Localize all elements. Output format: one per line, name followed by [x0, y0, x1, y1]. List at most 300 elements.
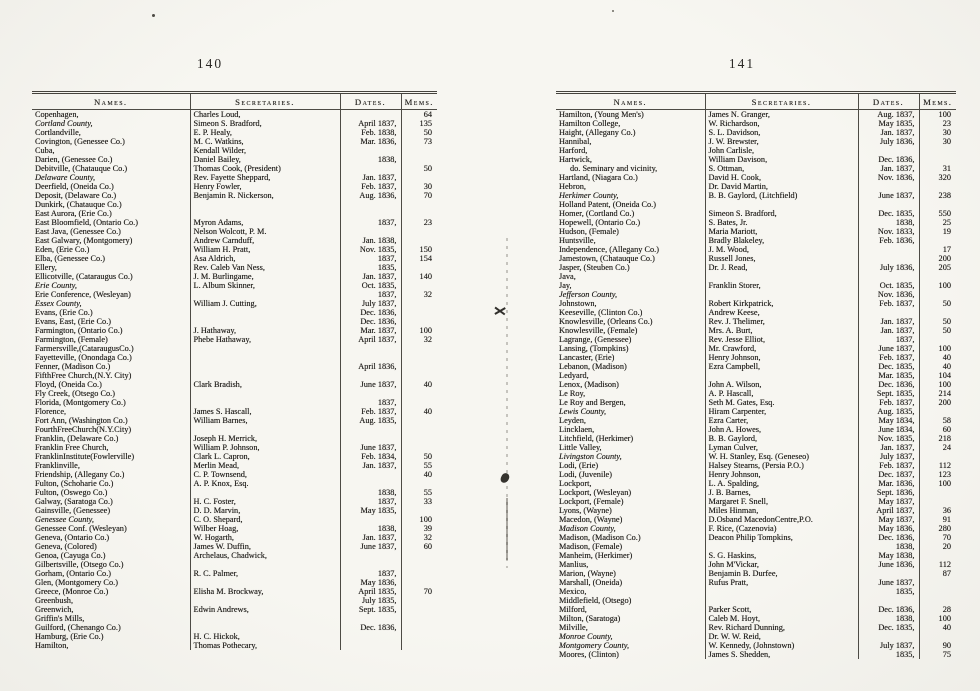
table-row	[32, 596, 437, 605]
mems-cell	[401, 236, 437, 245]
name-cell: Macedon, (Wayne)	[559, 515, 623, 524]
date-cell	[340, 227, 401, 236]
mems-cell	[919, 497, 956, 506]
mems-cell	[401, 308, 437, 317]
secretary-cell: C. P. Townsend,	[190, 470, 340, 479]
secretary-cell: Henry Johnson,	[705, 470, 858, 479]
name-cell: Farmington, (Ontario Co.)	[35, 326, 123, 335]
name-cell: Gilbertsville, (Otsego Co.)	[35, 560, 124, 569]
date-cell: April 1837,	[858, 506, 919, 515]
mems-cell: 112	[919, 560, 956, 569]
secretary-cell: A. P. Knox, Esq.	[190, 479, 340, 488]
secretary-cell: Caleb M. Hoyt,	[705, 614, 858, 623]
secretary-cell: S. L. Davidson,	[705, 128, 858, 137]
ink-blot	[500, 472, 510, 484]
secretary-cell: William Davison,	[705, 155, 858, 164]
table-row	[556, 344, 956, 353]
name-cell: Lodi, (Erie)	[559, 461, 599, 470]
mems-cell	[919, 488, 956, 497]
date-cell: July 1835,	[340, 596, 401, 605]
name-cell: Hannibal,	[559, 137, 592, 146]
table-row	[556, 236, 956, 245]
table-row	[556, 119, 956, 128]
secretary-cell: Mr. Crawford,	[705, 344, 858, 353]
name-cell: Cortland County,	[35, 119, 93, 128]
mems-cell	[401, 389, 437, 398]
mems-cell: 50	[401, 128, 437, 137]
name-cell: Hopewell, (Ontario Co.)	[559, 218, 641, 227]
secretary-cell: Joseph H. Merrick,	[190, 434, 340, 443]
date-cell: Jan. 1837,	[858, 128, 919, 137]
mems-cell: 140	[401, 272, 437, 281]
table-row	[32, 524, 437, 533]
name-cell: Litchfield, (Herkimer)	[559, 434, 634, 443]
date-cell: 1838,	[858, 542, 919, 551]
name-cell: Hartland, (Niagara Co.)	[559, 173, 638, 182]
table-row	[32, 281, 437, 290]
name-cell: Lansing, (Tompkins)	[559, 344, 629, 353]
date-cell: Sept. 1835,	[340, 605, 401, 614]
mems-cell: 280	[919, 524, 956, 533]
mems-cell	[919, 155, 956, 164]
secretary-cell: Simeon S. Bradford,	[705, 209, 858, 218]
name-cell: Jamestown, (Chatauque Co.)	[559, 254, 655, 263]
date-cell: Dec. 1837,	[858, 470, 919, 479]
name-cell: Cuba,	[35, 146, 55, 155]
name-cell: Franklin, (Delaware Co.)	[35, 434, 119, 443]
name-cell: Mexico,	[559, 587, 587, 596]
mems-cell	[401, 263, 437, 272]
table-row	[32, 200, 437, 209]
date-cell	[340, 641, 401, 650]
secretary-cell: David H. Cook,	[705, 173, 858, 182]
secretary-cell	[190, 578, 340, 587]
mems-cell: 150	[401, 245, 437, 254]
name-cell: Franklinville,	[35, 461, 80, 470]
name-cell: Cortlandville,	[35, 128, 81, 137]
table-row	[32, 578, 437, 587]
name-cell: Ledyard,	[559, 371, 589, 380]
name-cell: Leyden,	[559, 416, 586, 425]
name-cell: FourthFreeChurch(N.Y.City)	[35, 425, 132, 434]
table-row	[556, 623, 956, 632]
secretary-cell	[190, 353, 340, 362]
mems-cell: 32	[401, 533, 437, 542]
date-cell	[858, 569, 919, 578]
table-row	[32, 263, 437, 272]
name-cell: Galway, (Saratoga Co.)	[35, 497, 113, 506]
name-cell: Dunkirk, (Chatauque Co.)	[35, 200, 122, 209]
date-cell: June 1837,	[340, 443, 401, 452]
secretary-cell	[705, 272, 858, 281]
mems-cell: 100	[401, 326, 437, 335]
col-header-secretaries: Secretaries.	[705, 93, 858, 110]
date-cell	[340, 515, 401, 524]
date-cell: Jan. 1837,	[340, 533, 401, 542]
mems-cell	[919, 632, 956, 641]
name-cell: FifthFree Church,(N.Y. City)	[35, 371, 132, 380]
table-row	[32, 173, 437, 182]
table-row	[556, 605, 956, 614]
table-row	[556, 209, 956, 218]
name-cell: Greece, (Monroe Co.)	[35, 587, 109, 596]
name-cell: Hartwick,	[559, 155, 592, 164]
date-cell: Aug. 1835,	[340, 416, 401, 425]
name-cell: Lagrange, (Genessee)	[559, 335, 632, 344]
name-cell: Deerfield, (Oneida Co.)	[35, 182, 114, 191]
mems-cell	[919, 200, 956, 209]
date-cell: 1838,	[858, 614, 919, 623]
secretary-cell: W. Kennedy, (Johnstown)	[705, 641, 858, 650]
table-row	[32, 110, 437, 120]
mems-cell: 30	[401, 182, 437, 191]
col-header-dates: Dates.	[858, 93, 919, 110]
date-cell: Dec. 1835,	[858, 362, 919, 371]
secretary-cell: W. Hogarth,	[190, 533, 340, 542]
name-cell: Essex County,	[35, 299, 82, 308]
table-row	[556, 299, 956, 308]
table-row	[32, 146, 437, 155]
table-row	[32, 326, 437, 335]
mems-cell: 91	[919, 515, 956, 524]
table-row	[32, 317, 437, 326]
secretary-cell: Maria Mariott,	[705, 227, 858, 236]
date-cell: Aug. 1837,	[858, 110, 919, 120]
table-row	[32, 560, 437, 569]
date-cell: 1835,	[858, 650, 919, 659]
secretary-cell: Miles Hinman,	[705, 506, 858, 515]
col-header-names: Names.	[32, 93, 190, 110]
mems-cell	[401, 578, 437, 587]
name-cell: Hamilton,	[35, 641, 69, 650]
table-header-row	[32, 93, 437, 110]
name-cell: Milton, (Saratoga)	[559, 614, 621, 623]
table-row	[556, 326, 956, 335]
secretary-cell: John A. Wilson,	[705, 380, 858, 389]
table-row	[556, 587, 956, 596]
name-cell: Geneva, (Ontario Co.)	[35, 533, 110, 542]
name-cell: Herkimer County,	[559, 191, 619, 200]
table-row	[556, 155, 956, 164]
date-cell	[858, 308, 919, 317]
secretary-cell: Benjamin B. Durfee,	[705, 569, 858, 578]
date-cell	[340, 164, 401, 173]
mems-cell	[919, 236, 956, 245]
table-row	[556, 416, 956, 425]
mems-cell	[919, 308, 956, 317]
table-row	[32, 380, 437, 389]
name-cell: Ellicotville, (Cataraugus Co.)	[35, 272, 133, 281]
membership-table-right	[556, 91, 956, 659]
date-cell: April 1835,	[340, 587, 401, 596]
name-cell: Farmington, (Female)	[35, 335, 108, 344]
name-cell: Genessee Conf. (Wesleyan)	[35, 524, 127, 533]
date-cell: Dec. 1835,	[858, 209, 919, 218]
date-cell: Dec. 1836,	[340, 317, 401, 326]
secretary-cell: Bradly Blakeley,	[705, 236, 858, 245]
mems-cell: 73	[401, 137, 437, 146]
table-row	[32, 461, 437, 470]
date-cell: May 1836,	[340, 578, 401, 587]
name-cell: Johnstown,	[559, 299, 597, 308]
secretary-cell: William Barnes,	[190, 416, 340, 425]
date-cell: Nov. 1835,	[858, 434, 919, 443]
date-cell	[340, 479, 401, 488]
name-cell: Hebron,	[559, 182, 586, 191]
mems-cell: 112	[919, 461, 956, 470]
date-cell: Dec. 1835,	[858, 623, 919, 632]
table-row	[556, 551, 956, 560]
mems-cell: 218	[919, 434, 956, 443]
name-cell: Java,	[559, 272, 576, 281]
mems-cell	[401, 551, 437, 560]
name-cell: Farmersville,(CataraugusCo.)	[35, 344, 134, 353]
table-row	[556, 263, 956, 272]
table-row	[32, 128, 437, 137]
date-cell: 1838,	[340, 488, 401, 497]
mems-cell: 104	[919, 371, 956, 380]
name-cell: Hamilton, (Young Men's)	[559, 110, 644, 119]
secretary-cell: Nelson Wolcott, P. M.	[190, 227, 340, 236]
name-cell: Lancaster, (Erie)	[559, 353, 615, 362]
name-cell: Gorham, (Ontario Co.)	[35, 569, 112, 578]
mems-cell	[401, 632, 437, 641]
date-cell: 1838,	[340, 524, 401, 533]
mems-cell: 17	[919, 245, 956, 254]
mems-cell	[401, 344, 437, 353]
name-cell: Genoa, (Cayuga Co.)	[35, 551, 106, 560]
secretary-cell: James W. Duffin,	[190, 542, 340, 551]
date-cell	[858, 200, 919, 209]
name-cell: Hamilton College,	[559, 119, 621, 128]
mems-cell: 100	[919, 479, 956, 488]
mems-cell: 200	[919, 398, 956, 407]
name-cell: Little Valley,	[559, 443, 602, 452]
table-row	[32, 497, 437, 506]
mems-cell	[401, 506, 437, 515]
mems-cell	[401, 596, 437, 605]
mems-cell: 214	[919, 389, 956, 398]
table-row	[32, 452, 437, 461]
mems-cell	[401, 425, 437, 434]
secretary-cell: Halsey Stearns, (Persia P.O.)	[705, 461, 858, 470]
table-row	[32, 605, 437, 614]
table-row	[556, 182, 956, 191]
mems-cell	[401, 614, 437, 623]
mems-cell: 60	[919, 425, 956, 434]
date-cell: Feb. 1838,	[340, 128, 401, 137]
mems-cell: 64	[401, 110, 437, 120]
date-cell: 1837,	[340, 218, 401, 227]
secretary-cell: Kendall Wilder,	[190, 146, 340, 155]
name-cell: Hudson, (Female)	[559, 227, 619, 236]
name-cell: Lincklaen,	[559, 425, 595, 434]
name-cell: Manlius,	[559, 560, 589, 569]
mems-cell	[919, 596, 956, 605]
mems-cell	[919, 551, 956, 560]
secretary-cell: Wilber Hoag,	[190, 524, 340, 533]
mems-cell: 550	[919, 209, 956, 218]
mems-cell: 320	[919, 173, 956, 182]
name-cell: East Java, (Genessee Co.)	[35, 227, 121, 236]
secretary-cell: William P. Johnson,	[190, 443, 340, 452]
mems-cell: 55	[401, 461, 437, 470]
name-cell: Ellery,	[35, 263, 57, 272]
secretary-cell	[190, 623, 340, 632]
date-cell: Feb. 1837,	[858, 353, 919, 362]
name-cell: Deposit, (Delaware Co.)	[35, 191, 117, 200]
table-row	[32, 290, 437, 299]
mems-cell	[401, 281, 437, 290]
name-cell: Darien, (Genessee Co.)	[35, 155, 113, 164]
date-cell: Jan. 1838,	[340, 236, 401, 245]
secretary-cell: Clark L. Capron,	[190, 452, 340, 461]
secretary-cell: Edwin Andrews,	[190, 605, 340, 614]
secretary-cell: James S. Hascall,	[190, 407, 340, 416]
table-row	[32, 479, 437, 488]
name-cell: Greenbush,	[35, 596, 74, 605]
date-cell	[858, 245, 919, 254]
secretary-cell: Andrew Carnduff,	[190, 236, 340, 245]
name-cell: Harford,	[559, 146, 588, 155]
table-row	[32, 137, 437, 146]
secretary-cell: J. Hathaway,	[190, 326, 340, 335]
date-cell: 1837,	[858, 335, 919, 344]
secretary-cell	[190, 317, 340, 326]
secretary-cell: Clark Bradish,	[190, 380, 340, 389]
table-row	[32, 587, 437, 596]
name-cell: FranklinInstitute(Fowlerville)	[35, 452, 135, 461]
date-cell: Jan. 1837,	[340, 173, 401, 182]
name-cell: Guilford, (Chenango Co.)	[35, 623, 121, 632]
name-cell: Lockport, (Wesleyan)	[559, 488, 632, 497]
date-cell: Aug. 1835,	[858, 407, 919, 416]
secretary-cell: Charles Loud,	[190, 110, 340, 120]
table-row	[32, 470, 437, 479]
table-row	[32, 488, 437, 497]
date-cell: Feb. 1834,	[340, 452, 401, 461]
dust-speck-left	[152, 14, 155, 17]
col-header-mems: Mems.	[919, 93, 956, 110]
table-row	[32, 236, 437, 245]
secretary-cell: Benjamin R. Nickerson,	[190, 191, 340, 200]
secretary-cell: Dr. J. Read,	[705, 263, 858, 272]
table-row	[32, 353, 437, 362]
date-cell: Jan. 1837,	[858, 326, 919, 335]
date-cell: Jan. 1837,	[858, 317, 919, 326]
name-cell: Fulton, (Oswego Co.)	[35, 488, 108, 497]
name-cell: Floyd, (Oneida Co.)	[35, 380, 102, 389]
name-cell: Fulton, (Schoharie Co.)	[35, 479, 114, 488]
date-cell: Jan. 1837,	[340, 272, 401, 281]
secretary-cell: Franklin Storer,	[705, 281, 858, 290]
date-cell: 1837,	[340, 569, 401, 578]
name-cell: Florida, (Montgomery Co.)	[35, 398, 126, 407]
secretary-cell	[705, 596, 858, 605]
table-row	[556, 578, 956, 587]
date-cell: Sept. 1836,	[858, 488, 919, 497]
table-row	[556, 218, 956, 227]
mems-cell: 40	[401, 470, 437, 479]
mems-cell: 50	[401, 452, 437, 461]
secretary-cell: J. W. Brewster,	[705, 137, 858, 146]
mems-cell: 87	[919, 569, 956, 578]
mems-cell: 90	[919, 641, 956, 650]
secretary-cell: S. G. Haskins,	[705, 551, 858, 560]
date-cell	[340, 614, 401, 623]
mems-cell: 205	[919, 263, 956, 272]
mems-cell: 40	[401, 407, 437, 416]
name-cell: Erie Conference, (Wesleyan)	[35, 290, 131, 299]
mems-cell	[401, 434, 437, 443]
table-row	[556, 515, 956, 524]
mems-cell: 123	[919, 470, 956, 479]
date-cell: June 1836,	[858, 560, 919, 569]
secretary-cell: F. Rice, (Cazenovia)	[705, 524, 858, 533]
table-row	[556, 308, 956, 317]
table-row	[556, 641, 956, 650]
name-cell: Geneva, (Colored)	[35, 542, 97, 551]
name-cell: Lockport, (Female)	[559, 497, 624, 506]
secretary-cell	[190, 614, 340, 623]
table-row	[556, 542, 956, 551]
table-row	[32, 407, 437, 416]
secretary-cell: James N. Granger,	[705, 110, 858, 120]
secretary-cell	[190, 308, 340, 317]
mems-cell: 23	[401, 218, 437, 227]
date-cell: Oct. 1835,	[858, 281, 919, 290]
mems-cell	[401, 569, 437, 578]
secretary-cell	[190, 488, 340, 497]
date-cell	[858, 254, 919, 263]
mems-cell: 20	[919, 542, 956, 551]
mems-cell: 28	[919, 605, 956, 614]
secretary-cell: Dr. David Martin,	[705, 182, 858, 191]
secretary-cell: Merlin Mead,	[190, 461, 340, 470]
secretary-cell: Ezra Campbell,	[705, 362, 858, 371]
secretary-cell	[190, 209, 340, 218]
mems-cell: 32	[401, 290, 437, 299]
date-cell: April 1837,	[340, 335, 401, 344]
table-row	[556, 146, 956, 155]
name-cell: Lenox, (Madison)	[559, 380, 619, 389]
date-cell: Nov. 1833,	[858, 227, 919, 236]
mems-cell	[919, 407, 956, 416]
table-row	[32, 344, 437, 353]
mems-cell	[401, 641, 437, 650]
secretary-cell: Robert Kirkpatrick,	[705, 299, 858, 308]
mems-cell: 40	[919, 353, 956, 362]
name-cell: Erie County,	[35, 281, 77, 290]
name-cell: Evans, (Erie Co.)	[35, 308, 93, 317]
secretary-cell: William H. Pratt,	[190, 245, 340, 254]
table-row	[556, 317, 956, 326]
secretary-cell: John A. Howes,	[705, 425, 858, 434]
table-row	[556, 362, 956, 371]
mems-cell: 39	[401, 524, 437, 533]
date-cell: May 1835,	[858, 119, 919, 128]
date-cell: Dec. 1836,	[858, 605, 919, 614]
date-cell: May 1837,	[858, 497, 919, 506]
date-cell: 1837,	[340, 398, 401, 407]
table-row	[32, 389, 437, 398]
secretary-cell	[705, 371, 858, 380]
table-row	[32, 299, 437, 308]
table-row	[556, 632, 956, 641]
table-row	[556, 371, 956, 380]
table-row	[32, 632, 437, 641]
date-cell: April 1836,	[340, 362, 401, 371]
